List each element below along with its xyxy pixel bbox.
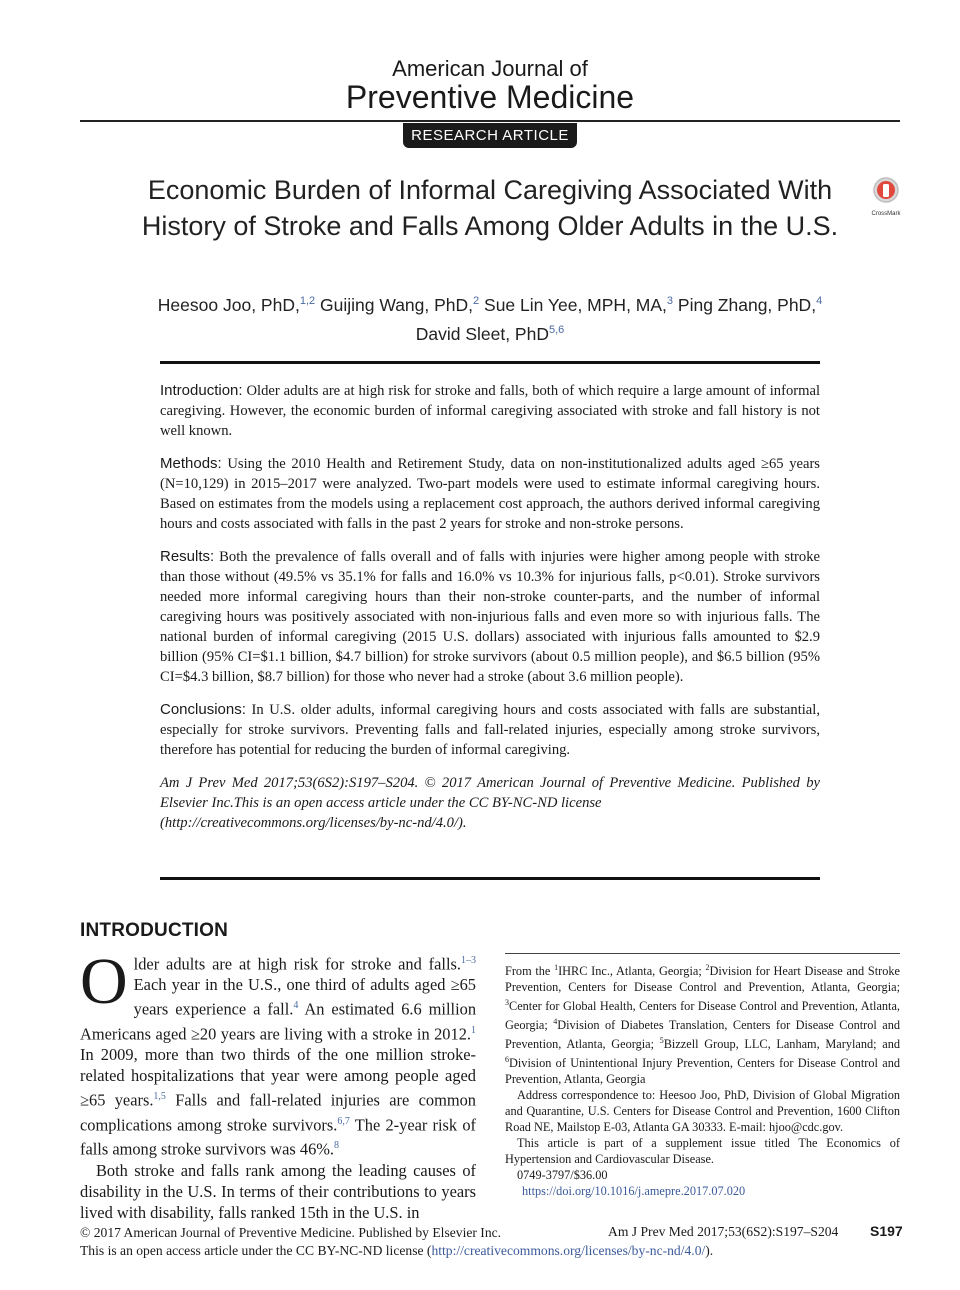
journal-name-line1: American Journal of — [392, 56, 588, 81]
affiliations — [505, 960, 900, 1199]
abstract-bottom-rule — [160, 877, 820, 880]
article-title: Economic Burden of Informal Caregiving Associated With History of Stroke and Falls Among Older Adults in the U.S. — [141, 175, 839, 241]
author-name: Sue Lin Yee, MPH, MA, — [484, 294, 667, 315]
header-rule — [80, 120, 900, 122]
abstract-top-rule — [160, 361, 820, 364]
crossmark-label: CrossMark — [871, 211, 901, 217]
abstract-conclusions-head: Conclusions: — [160, 701, 246, 718]
footer-license-link[interactable]: http://creativecommons.org/licenses/by-nc-nd/4.0/ — [431, 1243, 706, 1258]
supplement-note: This article is part of a supplement issue titled The Economics of Hypertension and Cardiovascular Disease. — [505, 1136, 900, 1167]
footer-license: © 2017 American Journal of Preventive Medicine. Published by Elsevier Inc. This is an open access article under the CC BY-NC-ND license (http://creativecommons.org/licenses/by-nc-nd/4.0/). — [80, 1225, 714, 1258]
author-affiliation: 3 — [666, 295, 674, 307]
author-affiliation: 5,6 — [548, 323, 565, 336]
introduction-heading: INTRODUCTION — [80, 920, 229, 941]
author-list — [100, 289, 880, 347]
abstract-results: Results: Both the prevalence of falls overall and of falls with injuries were higher among people with stroke than those without (49.5% vs 35.1% for falls and 16.0% vs 10.3% for injurious falls, p<0.01). Stroke survivors needed more informal caregiving hours than their non-stroke counter-parts, and the number of informal caregiving hours was positively associated with non-injurious falls and even more so with injurious falls. The national burden of informal caregiving (2015 U.S. dollars) associated with injurious falls amounted to $2.9 billion (95% CI=$1.1 billion, $4.7 billion) for stroke survivors (about 0.5 million people), and $6.5 billion (95% CI=$4.3 billion, $8.7 billion) for those who never had a stroke (about 3.6 million people). — [160, 548, 820, 685]
author-name: Guijing Wang, PhD, — [320, 294, 474, 315]
journal-name-line2: Preventive Medicine — [345, 79, 635, 115]
footer-citation: Am J Prev Med 2017;53(6S2):S197–S204 — [608, 1224, 839, 1239]
author-affiliation: 1,2 — [299, 295, 316, 307]
crossmark-icon[interactable] — [866, 176, 906, 216]
abstract-citation: Am J Prev Med 2017;53(6S2):S197–S204. © 2017 American Journal of Preventive Medicine. Published by Elsevier Inc.This is an open access article under the CC BY-NC-ND license (http://creativecommons.org/licenses/by-nc-nd/4.0/). — [160, 775, 820, 831]
abstract-conclusions: Conclusions: In U.S. older adults, informal caregiving hours and costs associated with falls are substantial, especially for stroke survivors. Preventing falls and fall-related injuries, especially among stroke survivors, therefore has potential for reducing the burden of informal caregiving. — [160, 701, 820, 758]
page-number: S197 — [870, 1223, 903, 1239]
introduction-paragraph-2: Both stroke and falls rank among the leading causes of disability in the U.S. In terms of their contributions to years lived with disability, falls ranked 15th in the U.S. in — [80, 1160, 476, 1222]
abstract-methods-head: Methods: — [160, 455, 222, 472]
footer-copyright: © 2017 American Journal of Preventive Medicine. Published by Elsevier Inc. — [80, 1225, 502, 1240]
abstract — [160, 381, 820, 846]
abstract-introduction-head: Introduction: — [160, 382, 243, 399]
reference-link[interactable]: 6,7 — [337, 1115, 350, 1127]
abstract-introduction: Introduction: Older adults are at high risk for stroke and falls, both of which require a large amount of informal caregiving. However, the economic burden of informal caregiving associated with stroke and fall history is not well known. — [160, 382, 821, 439]
license-link[interactable]: (http://creativecommons.org/licenses/by-nc-nd/4.0/). — [160, 815, 467, 831]
drop-cap: O — [80, 945, 128, 1018]
reference-link[interactable]: 1–3 — [461, 955, 476, 966]
introduction-paragraph-1: Older adults are at high risk for stroke and falls.$^{1-3}$ Each year in the U.S., one third of adults aged ≥65 years experience a fall.$^4$ An estimated 6.6 million Americans aged ≥20 years are living with a stroke in 2012.$^1$ In 2009, more than two thirds of the one million stroke-related hospitalizations that year were among people aged ≥65 years.$^{1,5}$ Falls and fall-related injuries are common complications among stroke survivors.$^{6,7}$ The 2-year risk of falls among stroke survivors was 46%.$^8$ — [80, 945, 477, 1159]
introduction-body — [80, 945, 477, 1223]
author-affiliation: 2 — [473, 295, 480, 307]
issn: 0749-3797/$36.00 — [517, 1168, 608, 1183]
author-name: David Sleet, PhD — [415, 323, 549, 344]
reference-link[interactable]: 1,5 — [153, 1091, 166, 1103]
doi-link[interactable]: https://doi.org/10.1016/j.amepre.2017.07.020 — [522, 1184, 746, 1199]
reference-link[interactable]: 8 — [334, 1140, 340, 1152]
article-type-badge: RESEARCH ARTICLE — [403, 123, 577, 148]
abstract-results-head: Results: — [160, 548, 215, 565]
affiliation-list: From the $^1$IHRC Inc., Atlanta, Georgia; $^2$Division for Heart Disease and Stroke Prevention, Centers for Disease Control and Prevention, Atlanta, Georgia; $^3$Center for Global Health, Centers for Disease Control and Prevention, Atlanta, Georgia; $^4$Division of Diabetes Translation, Centers for Disease Control and Prevention, Atlanta, Georgia; $^5$Bizzell Group, LLC, Lanham, Maryland; and $^6$Division of Unintentional Injury Prevention, Centers for Disease Control and Prevention, Atlanta, Georgia — [505, 963, 900, 1087]
reference-link[interactable]: 4 — [293, 1000, 299, 1012]
author-name: Ping Zhang, PhD, — [677, 294, 817, 315]
reference-link[interactable]: 1 — [471, 1024, 476, 1036]
affiliation-rule — [505, 953, 900, 954]
abstract-methods: Methods: Using the 2010 Health and Retirement Study, data on non-institutionalized adults aged ≥65 years (N=10,129) in 2015–2017 were analyzed. Two-part models were used to estimate informal caregiving hours. Based on estimates from the models using a replacement cost approach, the authors derived informal caregiving hours and costs associated with falls in the past 2 years for stroke and non-stroke persons. — [160, 455, 820, 532]
author-name: Heesoo Joo, PhD, — [157, 294, 300, 315]
author-affiliation: 4 — [816, 295, 823, 307]
correspondence: Address correspondence to: Heesoo Joo, PhD, Division of Global Migration and Quarantine, U.S. Centers for Disease Control and Prevention, 1600 Clifton Road NE, Mailstop E-03, Atlanta GA 30333. E-mail: hjoo@cdc.gov. — [505, 1088, 900, 1135]
